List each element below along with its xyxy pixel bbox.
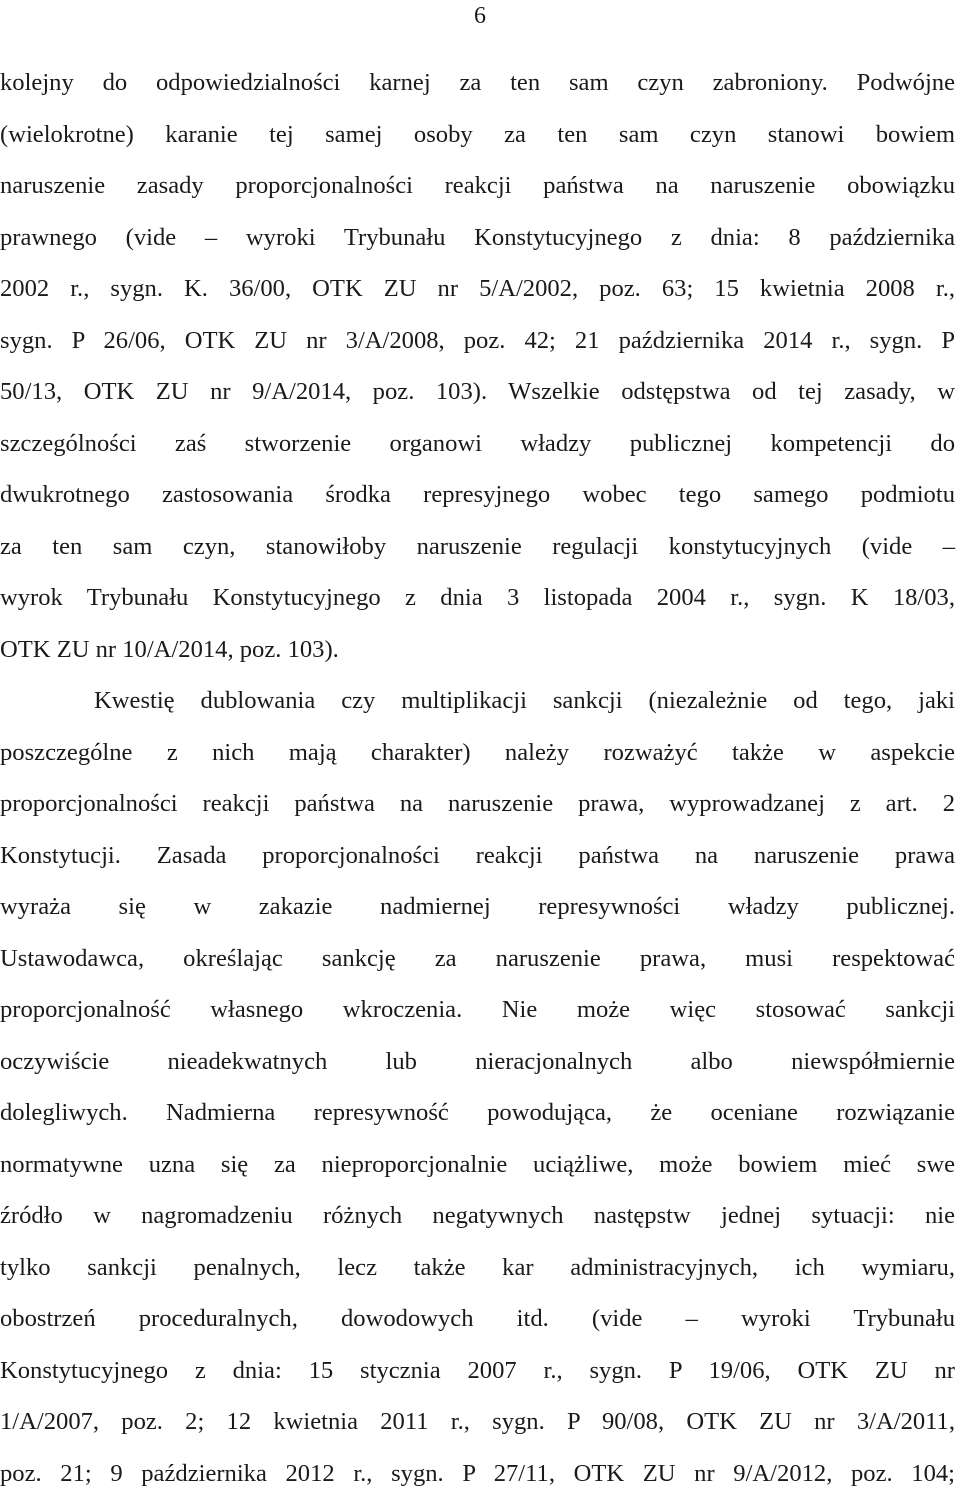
- text-line: Konstytucji. Zasada proporcjonalności reakcji państwa na naruszenie prawa: [0, 830, 955, 882]
- text-line: poszczególne z nich mają charakter) należy rozważyć także w aspekcie: [0, 727, 955, 779]
- text-line: normatywne uzna się za nieproporcjonalnie uciążliwe, może bowiem mieć swe: [0, 1139, 955, 1191]
- text-line: 50/13, OTK ZU nr 9/A/2014, poz. 103). Wszelkie odstępstwa od tej zasady, w: [0, 366, 955, 418]
- text-line: sygn. P 26/06, OTK ZU nr 3/A/2008, poz. 42; 21 października 2014 r., sygn. P: [0, 315, 955, 367]
- text-line: za ten sam czyn, stanowiłoby naruszenie regulacji konstytucyjnych (vide –: [0, 521, 955, 573]
- text-line: wyrok Trybunału Konstytucyjnego z dnia 3 listopada 2004 r., sygn. K 18/03,: [0, 572, 955, 624]
- text-line: oczywiście nieadekwatnych lub nieracjonalnych albo niewspółmiernie: [0, 1036, 955, 1088]
- text-line: Kwestię dublowania czy multiplikacji sankcji (niezależnie od tego, jaki: [0, 675, 955, 727]
- document-body: [0, 57, 955, 1499]
- text-line: Konstytucyjnego z dnia: 15 stycznia 2007 r., sygn. P 19/06, OTK ZU nr: [0, 1345, 955, 1397]
- text-line: obostrzeń proceduralnych, dowodowych itd. (vide – wyroki Trybunału: [0, 1293, 955, 1345]
- text-line: wyraża się w zakazie nadmiernej represywności władzy publicznej.: [0, 881, 955, 933]
- text-line: 1/A/2007, poz. 2; 12 kwietnia 2011 r., sygn. P 90/08, OTK ZU nr 3/A/2011,: [0, 1396, 955, 1448]
- text-line: poz. 21; 9 października 2012 r., sygn. P 27/11, OTK ZU nr 9/A/2012, poz. 104;: [0, 1448, 955, 1499]
- text-line: Ustawodawca, określając sankcję za naruszenie prawa, musi respektować: [0, 933, 955, 985]
- text-line: tylko sankcji penalnych, lecz także kar administracyjnych, ich wymiaru,: [0, 1242, 955, 1294]
- text-line: proporcjonalności reakcji państwa na naruszenie prawa, wyprowadzanej z art. 2: [0, 778, 955, 830]
- text-line: dolegliwych. Nadmierna represywność powodująca, że oceniane rozwiązanie: [0, 1087, 955, 1139]
- text-line: OTK ZU nr 10/A/2014, poz. 103).: [0, 624, 955, 676]
- text-line: źródło w nagromadzeniu różnych negatywnych następstw jednej sytuacji: nie: [0, 1190, 955, 1242]
- text-line: kolejny do odpowiedzialności karnej za ten sam czyn zabroniony. Podwójne: [0, 57, 955, 109]
- text-line: proporcjonalność własnego wkroczenia. Nie może więc stosować sankcji: [0, 984, 955, 1036]
- paragraph-1: [0, 57, 955, 675]
- text-line: (wielokrotne) karanie tej samej osoby za ten sam czyn stanowi bowiem: [0, 109, 955, 161]
- text-line: naruszenie zasady proporcjonalności reakcji państwa na naruszenie obowiązku: [0, 160, 955, 212]
- page-number: 6: [0, 2, 960, 30]
- text-line: 2002 r., sygn. K. 36/00, OTK ZU nr 5/A/2002, poz. 63; 15 kwietnia 2008 r.,: [0, 263, 955, 315]
- text-line: dwukrotnego zastosowania środka represyjnego wobec tego samego podmiotu: [0, 469, 955, 521]
- text-line: prawnego (vide – wyroki Trybunału Konstytucyjnego z dnia: 8 października: [0, 212, 955, 264]
- paragraph-2: [0, 675, 955, 1499]
- text-line: szczególności zaś stworzenie organowi władzy publicznej kompetencji do: [0, 418, 955, 470]
